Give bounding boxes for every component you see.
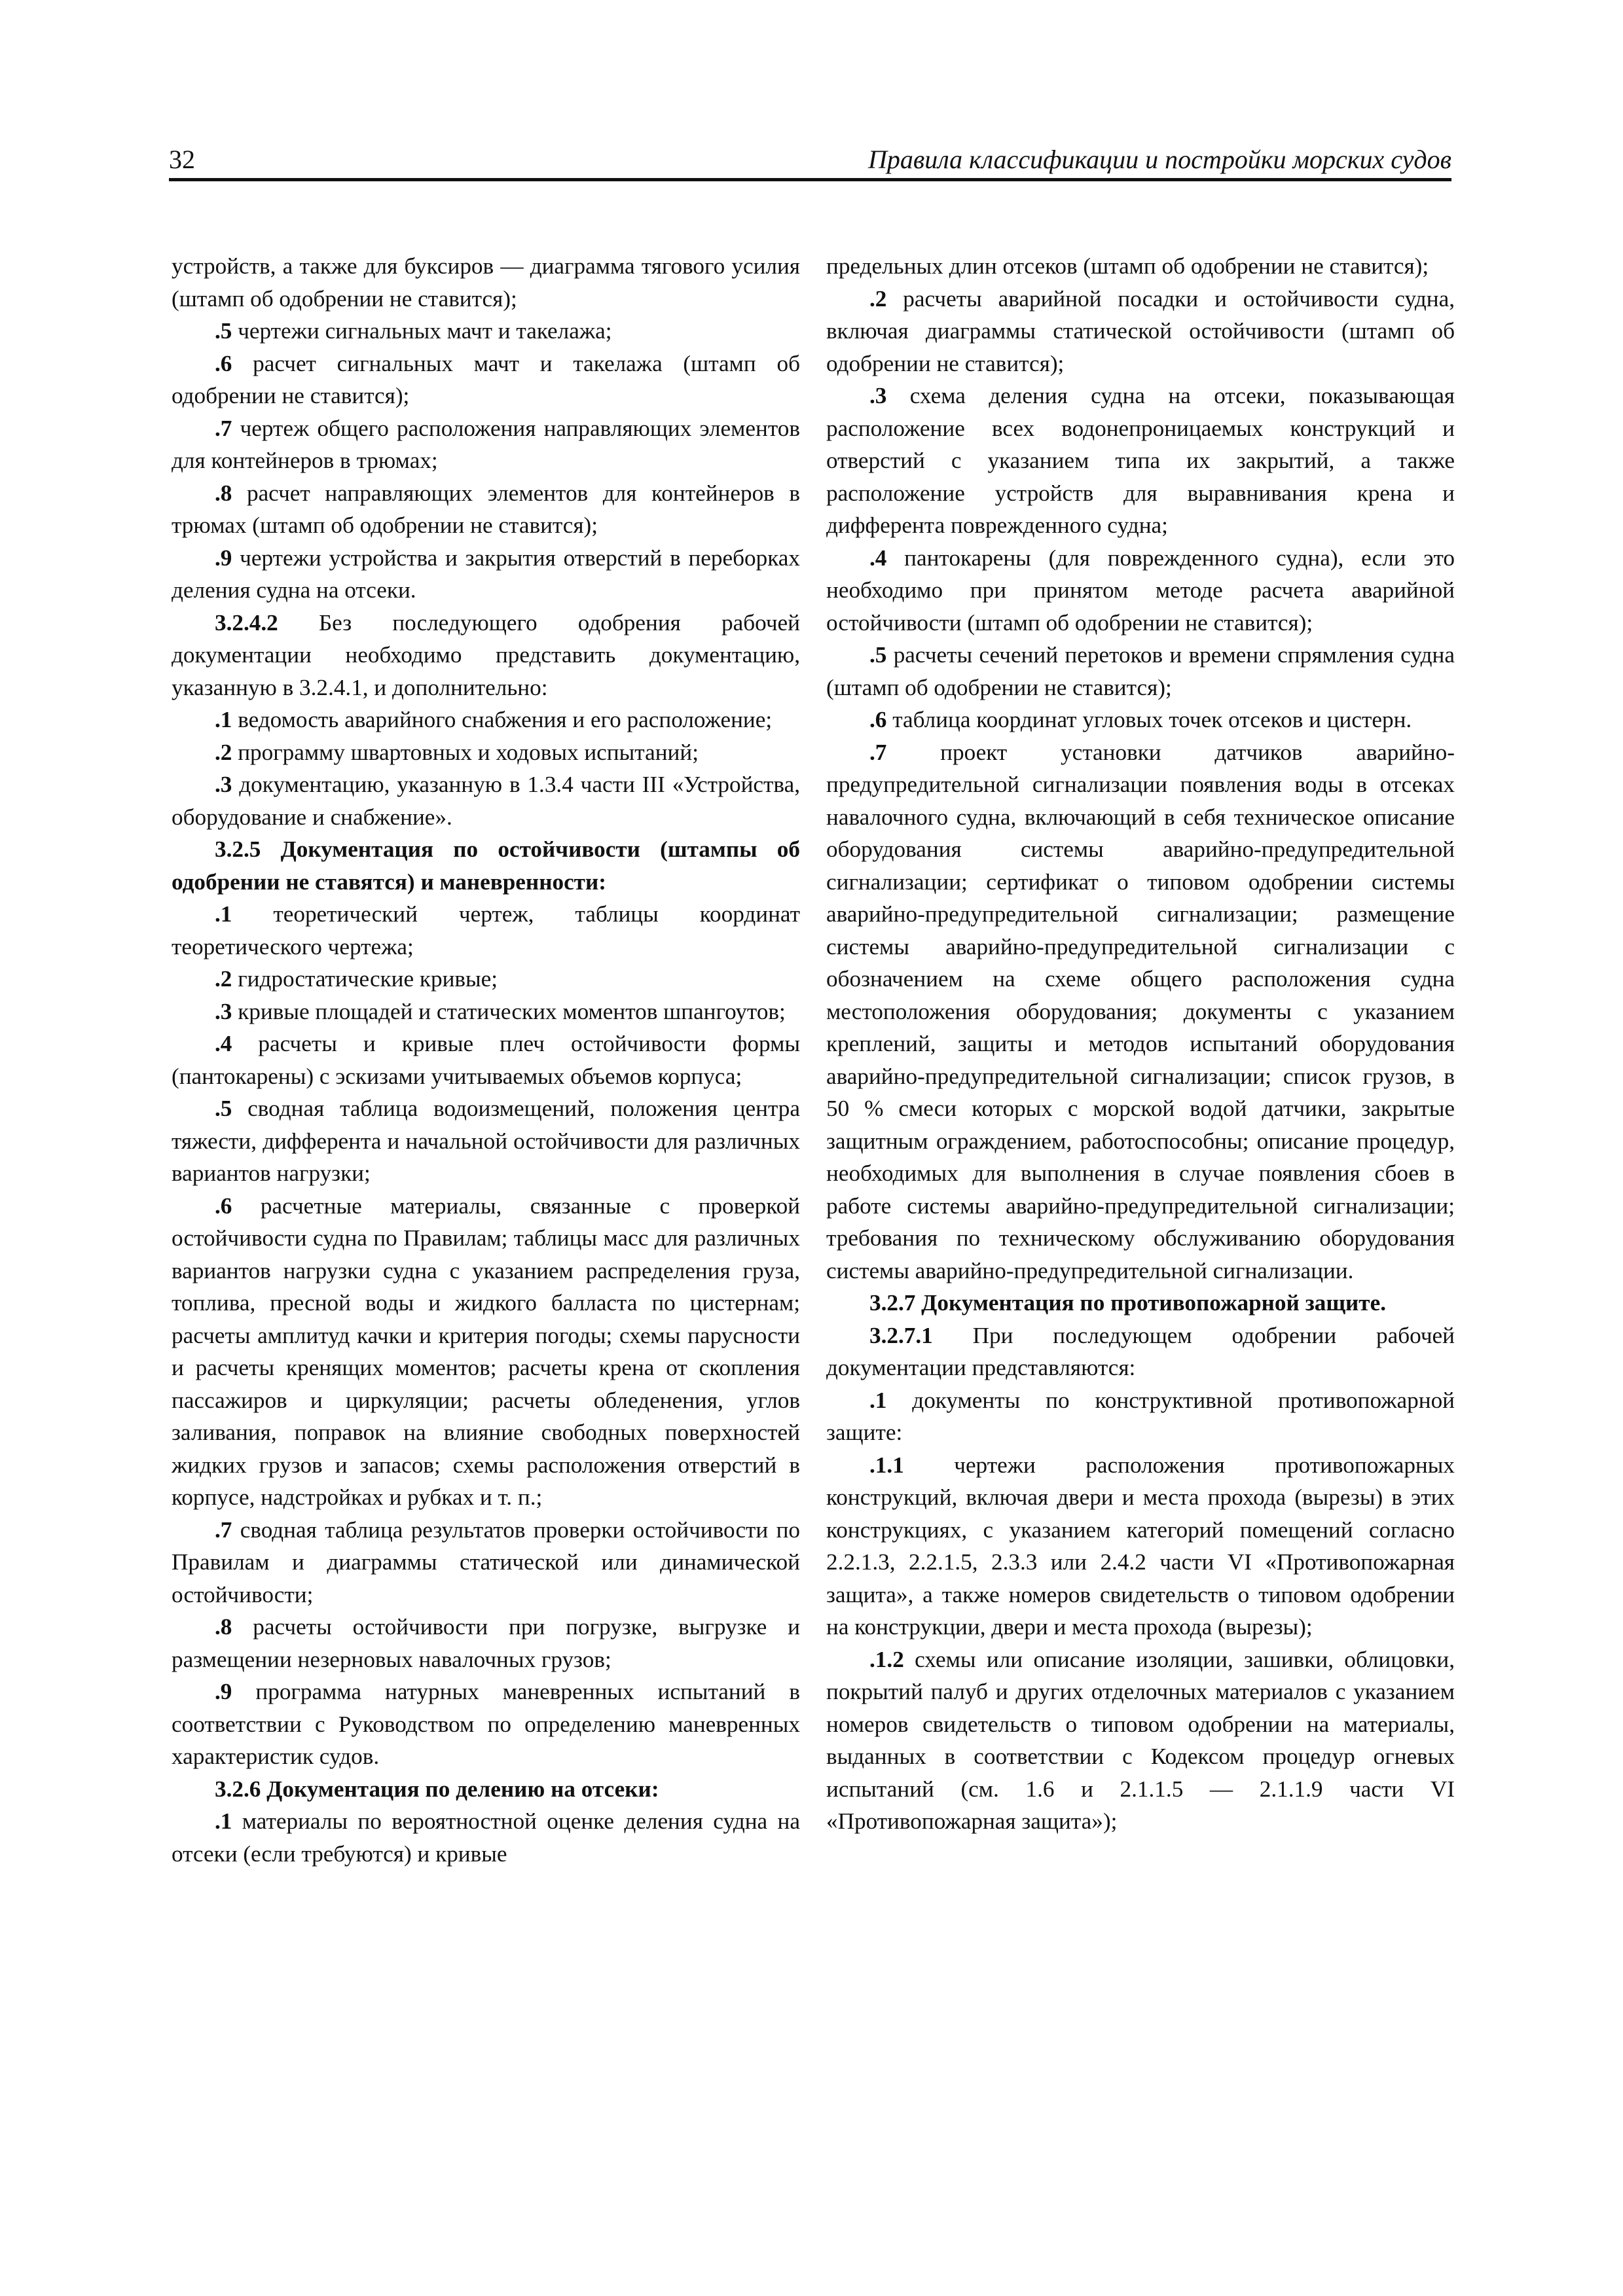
paragraph: .1.1 чертежи расположения противопожарных конструкций, включая двери и места прохода (вырезы) в этих конструкциях, с указанием категорий помещений согласно 2.2.1.3, 2.2.1.5, 2.3.3 или 2.4.2 части VI «Противопожарная защита», а также номеров свидетельств о типовом одобрении на конструкции, двери и места прохода (вырезы); <box>826 1452 1455 1640</box>
paragraph: .4 пантокарены (для поврежденного судна), если это необходимо при принятом методе расчета аварийной остойчивости (штамп об одобрении не ставится); <box>826 545 1455 636</box>
running-title: Правила классификации и постройки морских судов <box>867 145 1451 174</box>
paragraph: .1 ведомость аварийного снабжения и его расположение; <box>215 707 773 732</box>
paragraph: .4 расчеты и кривые плеч остойчивости формы (пантокарены) с эскизами учитываемых объемов корпуса; <box>172 1031 800 1089</box>
paragraph: .7 сводная таблица результатов проверки остойчивости по Правилам и диаграммы статической или динамической остойчивости; <box>172 1516 800 1607</box>
paragraph: .2 программу швартовных и ходовых испытаний; <box>215 739 699 765</box>
paragraph: 3.2.7.1 При последующем одобрении рабочей документации представляются: <box>826 1322 1455 1380</box>
paragraph: .7 чертеж общего расположения направляющих элементов для контейнеров в трюмах; <box>172 415 800 473</box>
paragraph: .7 проект установки датчиков аварийно-предупредительной сигнализации появления воды в отсеках навалочного судна, включающий в себя техническое описание оборудования системы аварийно-предупредительной сигнализации; сертификат о типовом одобрении системы аварийно-предупредительной сигнализации; размещение системы аварийно-предупредительной сигнализации с обозначением на схеме общего расположения судна местоположения оборудования; документы с указанием креплений, защиты и методов испытаний оборудования аварийно-предупредительной сигнализации; список грузов, в 50 % смеси которых с морской водой датчики, закрытые защитным ограждением, работоспособны; описание процедур, необходимых для выполнения в случае появления сбоев в работе системы аварийно-предупредительной сигнализации; требования по техническому обслуживанию оборудования системы аварийно-предупредительной сигнализации. <box>826 739 1455 1283</box>
paragraph: .1.2 схемы или описание изоляции, зашивки, облицовки, покрытий палуб и других отделочных материалов с указанием номеров свидетельств о типовом одобрении на материалы, выданных в соответствии с Кодексом процедур огневых испытаний (см. 1.6 и 2.1.1.5 — 2.1.1.9 части VI «Противопожарная защита»); <box>826 1646 1455 1834</box>
paragraph: .1 материалы по вероятностной оценке деления судна на отсеки (если требуются) и кривые <box>172 1808 800 1867</box>
paragraph: .9 программа натурных маневренных испытаний в соответствии с Руководством по определению маневренных характеристик судов. <box>172 1679 800 1769</box>
section-heading: 3.2.6 Документация по делению на отсеки: <box>215 1776 659 1802</box>
paragraph: .5 чертежи сигнальных мачт и такелажа; <box>215 318 612 344</box>
paragraph: .1 теоретический чертеж, таблицы координат теоретического чертежа; <box>172 901 800 960</box>
paragraph: .5 сводная таблица водоизмещений, положения центра тяжести, дифферента и начальной остойчивости для различных вариантов нагрузки; <box>172 1096 800 1186</box>
paragraph: .2 расчеты аварийной посадки и остойчивости судна, включая диаграммы статической остойчивости (штамп об одобрении не ставится); <box>826 285 1455 376</box>
section-heading: 3.2.7 Документация по противопожарной защите. <box>869 1290 1387 1316</box>
paragraph: .3 документацию, указанную в 1.3.4 части III «Устройства, оборудование и снабжение». <box>172 772 800 830</box>
page-number: 32 <box>169 145 195 174</box>
paragraph: .6 таблица координат угловых точек отсеков и цистерн. <box>869 707 1412 732</box>
paragraph: .8 расчет направляющих элементов для контейнеров в трюмах (штамп об одобрении не ставится); <box>172 480 800 538</box>
paragraph: 3.2.4.2 Без последующего одобрения рабочей документации необходимо представить документацию, указанную в 3.2.4.1, и дополнительно: <box>172 609 800 700</box>
section-heading: 3.2.5 Документация по остойчивости (штампы об одобрении не ставятся) и маневренности: <box>172 836 800 895</box>
paragraph: .6 расчет сигнальных мачт и такелажа (штамп об одобрении не ставится); <box>172 350 800 408</box>
header-rule <box>169 178 1451 181</box>
paragraph: предельных длин отсеков (штамп об одобрении не ставится); <box>826 253 1429 279</box>
paragraph: устройств, а также для буксиров — диаграмма тягового усилия (штамп об одобрении не ставится); <box>172 253 800 312</box>
paragraph: .1 документы по конструктивной противопожарной защите: <box>826 1387 1455 1445</box>
paragraph: .5 расчеты сечений перетоков и времени спрямления судна (штамп об одобрении не ставится); <box>826 642 1455 700</box>
paragraph: .9 чертежи устройства и закрытия отверстий в переборках деления судна на отсеки. <box>172 545 800 603</box>
paragraph: .3 схема деления судна на отсеки, показывающая расположение всех водонепроницаемых конструкций и отверстий с указанием типа их закрытий, а также расположение устройств для выравнивания крена и дифферента поврежденного судна; <box>826 383 1455 538</box>
paragraph: .6 расчетные материалы, связанные с проверкой остойчивости судна по Правилам; таблицы масс для различных вариантов нагрузки судна с указанием распределения груза, топлива, пресной воды и жидкого балласта по цистернам; расчеты амплитуд качки и критерия погоды; схемы парусности и расчеты кренящих моментов; расчеты крена от скопления пассажиров и циркуляции; расчеты обледенения, углов заливания, поправок на влияние свободных поверхностей жидких грузов и запасов; схемы расположения отверстий в корпусе, надстройках и рубках и т. п.; <box>172 1193 800 1510</box>
paragraph: .2 гидростатические кривые; <box>215 966 498 992</box>
left-column <box>172 250 800 1870</box>
paragraph: .8 расчеты остойчивости при погрузке, выгрузке и размещении незерновых навалочных грузов; <box>172 1614 800 1672</box>
paragraph: .3 кривые площадей и статических моментов шпангоутов; <box>215 998 786 1024</box>
right-column <box>826 250 1455 1838</box>
